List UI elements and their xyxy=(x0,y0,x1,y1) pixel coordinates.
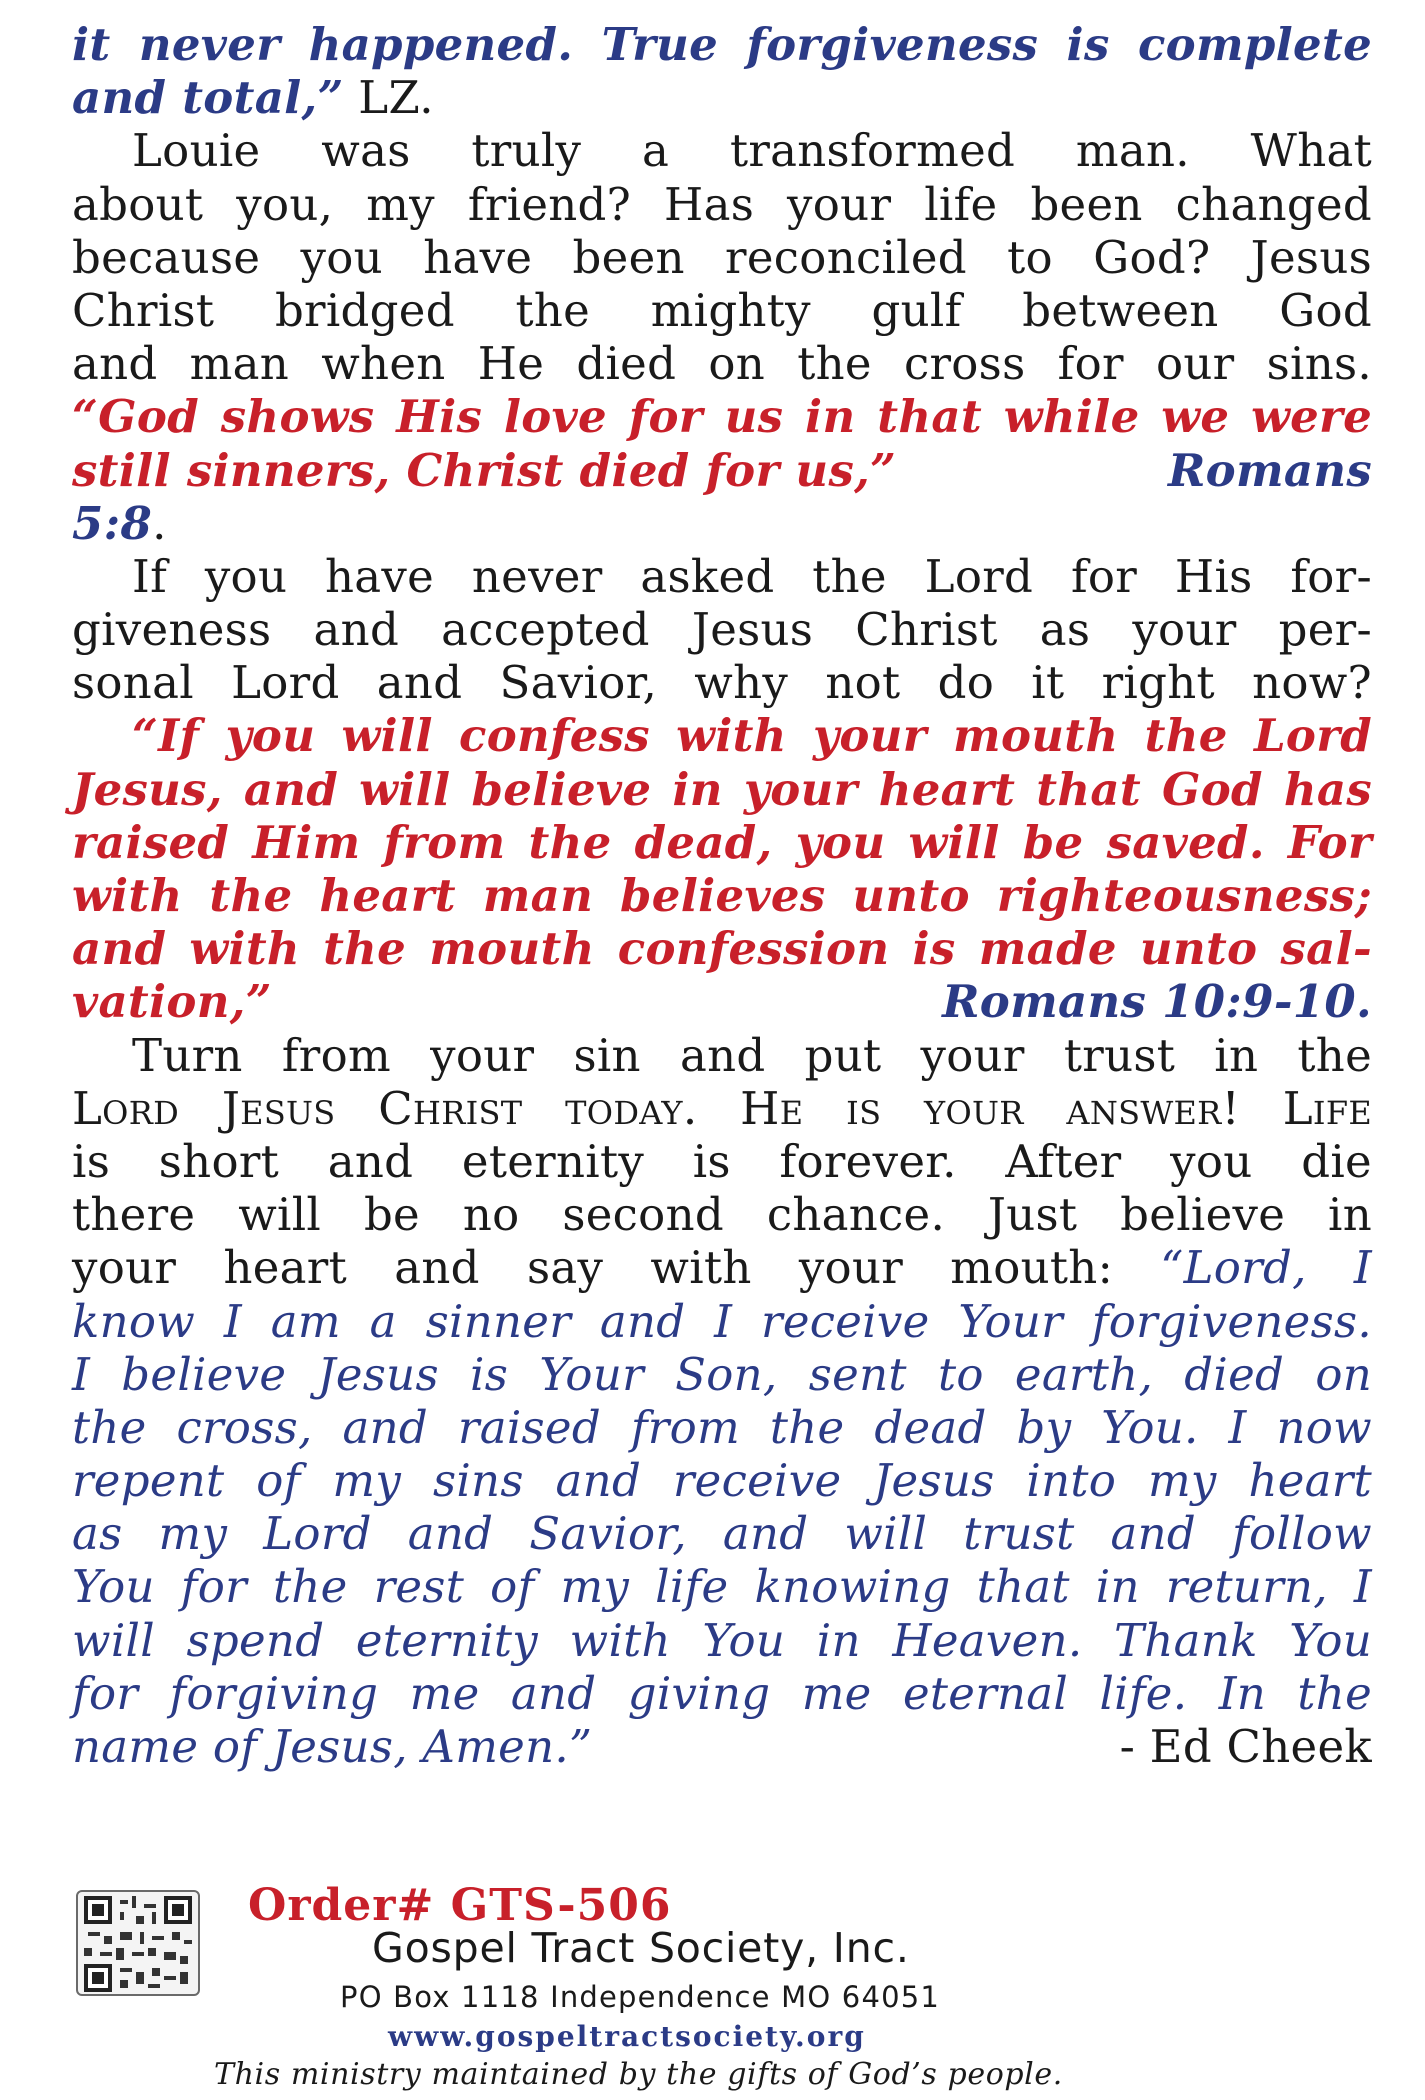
attribution-text: LZ. xyxy=(343,71,434,125)
website-link[interactable]: www.gospeltractsociety.org xyxy=(388,2020,866,2053)
scripture-text: “God shows His love for us in that while we were xyxy=(72,390,1372,444)
qr-code-icon[interactable] xyxy=(76,1890,200,1996)
body-text: If you have never asked the Lord for His for- xyxy=(132,549,1372,603)
text-line xyxy=(72,1188,1372,1241)
text-line xyxy=(72,284,1372,337)
text-line xyxy=(72,1454,1372,1507)
body-text: sonal Lord and Savior, why not do it right now? xyxy=(72,656,1372,710)
body-text: and man when He died on the cross for our sins. xyxy=(72,337,1372,391)
scripture-text: “If you will confess with your mouth the Lord xyxy=(132,709,1372,763)
prayer-text: the cross, and raised from the dead by You. I now xyxy=(72,1400,1372,1454)
text-line xyxy=(72,497,1372,550)
quote-text: it never happened. True forgiveness is complete xyxy=(72,18,1372,71)
organization-name: Gospel Tract Society, Inc. xyxy=(372,1924,910,1972)
scripture-text: vation,” xyxy=(72,975,272,1029)
scripture-text: raised Him from the dead, you will be saved. For xyxy=(72,815,1372,869)
order-number: Order# GTS-506 xyxy=(248,1880,672,1931)
text-line xyxy=(72,922,1372,975)
text-line xyxy=(72,231,1372,284)
text-line xyxy=(72,1667,1372,1720)
scripture-text: with the heart man believes unto righteousness; xyxy=(72,869,1372,922)
scripture-text: and with the mouth confession is made unto sal- xyxy=(72,922,1372,976)
scripture-reference: 5:8 xyxy=(72,496,153,550)
text-line xyxy=(72,18,1372,71)
body-text: Turn from your sin and put your trust in the xyxy=(132,1028,1372,1082)
text-line xyxy=(72,1720,1372,1773)
scripture-text: still sinners, Christ died for us,” xyxy=(72,443,897,497)
text-line xyxy=(72,603,1372,656)
tract-body xyxy=(72,18,1372,1773)
text-line xyxy=(72,124,1372,177)
footer xyxy=(0,1880,1425,2100)
text-line xyxy=(72,1082,1372,1135)
prayer-text: repent of my sins and receive Jesus into my heart xyxy=(72,1454,1372,1508)
text-line xyxy=(72,71,1372,124)
text-line xyxy=(72,1614,1372,1667)
text-line xyxy=(72,1348,1372,1401)
text-line xyxy=(72,1241,1372,1294)
text-line xyxy=(72,656,1372,709)
prayer-text: for forgiving me and giving me eternal life. In the xyxy=(72,1666,1372,1720)
prayer-text: I believe Jesus is Your Son, sent to earth, died on xyxy=(72,1347,1372,1401)
prayer-text: know I am a sinner and I receive Your forgiveness. xyxy=(72,1294,1372,1348)
body-text: because you have been reconciled to God? Jesus xyxy=(72,230,1372,284)
ministry-motto: This ministry maintained by the gifts of God’s people. xyxy=(214,2057,1063,2092)
prayer-text: as my Lord and Savior, and will trust and follow xyxy=(72,1507,1372,1561)
prayer-text: “Lord, I xyxy=(1160,1241,1372,1295)
text-line xyxy=(72,337,1372,390)
text-line xyxy=(72,390,1372,443)
mailing-address: PO Box 1118 Independence MO 64051 xyxy=(340,1980,941,2014)
text-line xyxy=(72,178,1372,231)
body-text: your heart and say with your mouth: xyxy=(72,1241,1161,1295)
text-line xyxy=(72,444,1372,497)
text-line xyxy=(72,1135,1372,1188)
text-line xyxy=(72,1507,1372,1560)
body-text: Louie was truly a transformed man. What xyxy=(132,124,1372,178)
body-text: there will be no second chance. Just believe in xyxy=(72,1188,1372,1242)
scripture-text: Jesus, and will believe in your heart that God has xyxy=(72,762,1372,816)
body-text: is short and eternity is forever. After you die xyxy=(72,1134,1372,1188)
body-text: giveness and accepted Jesus Christ as your per- xyxy=(72,603,1372,657)
author-signature: - Ed Cheek xyxy=(1119,1720,1372,1773)
prayer-text: will spend eternity with You in Heaven. Thank You xyxy=(72,1613,1372,1667)
body-text: about you, my friend? Has your life been changed xyxy=(72,177,1372,231)
text-line xyxy=(72,816,1372,869)
prayer-text: name of Jesus, Amen.” xyxy=(72,1720,593,1773)
quote-text: and total,” xyxy=(72,71,344,125)
text-line xyxy=(72,1401,1372,1454)
text-line xyxy=(72,1295,1372,1348)
body-text: Christ bridged the mighty gulf between God xyxy=(72,283,1372,337)
body-text: Lord Jesus Christ today. He is your answer! Life xyxy=(72,1081,1372,1135)
text-line xyxy=(72,1029,1372,1082)
text-line xyxy=(72,550,1372,603)
text-line xyxy=(72,763,1372,816)
text-line xyxy=(72,1560,1372,1613)
scripture-reference: Romans 10:9-10. xyxy=(942,975,1372,1029)
text-line xyxy=(72,975,1372,1028)
prayer-text: You for the rest of my life knowing that in return, I xyxy=(72,1560,1372,1614)
text-line xyxy=(72,869,1372,922)
scripture-reference: Romans xyxy=(1167,443,1372,497)
text-line xyxy=(72,709,1372,762)
period: . xyxy=(152,496,167,550)
